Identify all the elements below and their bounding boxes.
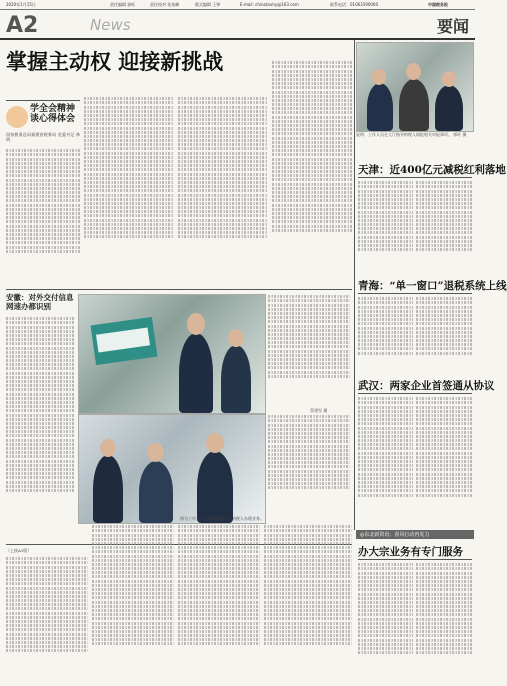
layout-credit: 版式编辑 王钟 (195, 2, 221, 7)
right-story2-col2 (416, 296, 472, 374)
continued-marker: （上接A1版） (6, 548, 32, 553)
lower-photo-side-text (268, 414, 350, 522)
proofreader-credit: 责任校对 张家峰 (150, 2, 180, 7)
right-story1-col1 (358, 180, 413, 274)
page-number: A2 (6, 13, 39, 38)
bottom-col2 (92, 524, 174, 682)
story2-headline: 安徽：对外交付信息 网速办都识别 (6, 293, 74, 311)
section-name: News (90, 16, 131, 34)
lead-body-col2 (84, 96, 174, 286)
right-story3-col1 (358, 396, 413, 526)
right-story3-col2 (416, 396, 472, 526)
lead-body-col3 (178, 96, 268, 286)
right-story1-col2 (416, 180, 472, 274)
top-right-photo (356, 42, 474, 132)
email: E-mail: chinataxhy@163.com (240, 2, 299, 7)
story2-body (6, 316, 74, 546)
kicker-badge-icon (6, 106, 28, 128)
special-section-bar (356, 530, 474, 539)
photo-side-text (268, 294, 350, 412)
lower-photo (78, 414, 266, 524)
bottom-col4 (264, 524, 352, 682)
editor-credit: 责任编辑 郭旺 (110, 2, 136, 7)
right-story4-col2 (416, 562, 472, 682)
issue-date: 2020年1月15日 (6, 2, 36, 7)
bottom-col1 (6, 556, 88, 682)
lead-headline: 掌握主动权 迎接新挑战 (6, 49, 224, 74)
right-headline-2: 青海：“单一窗口”退税系统上线 (358, 280, 507, 292)
column-divider (354, 40, 355, 530)
middle-photo (78, 294, 266, 414)
section-title: 要闻 (436, 17, 469, 36)
lead-byline: 国家税务总局福建省税务局 党委书记 林明 (6, 132, 80, 143)
kicker-text: 学全会精神 谈心得体会 (30, 104, 76, 124)
divider (6, 289, 352, 290)
right-story2-col1 (358, 296, 413, 374)
divider (358, 393, 472, 394)
photo-credit: 蔡建军 摄 (310, 408, 328, 413)
right-headline-4: 办大宗业务有专门服务 (358, 546, 463, 558)
masthead-brand: 中国税务报 (428, 2, 448, 7)
lead-body-col1 (6, 148, 80, 288)
divider (358, 293, 472, 294)
right-headline-3: 武汉：两家企业首签通从协议 (358, 380, 495, 392)
divider (6, 100, 80, 101)
right-story4-col1 (358, 562, 413, 682)
divider (358, 177, 472, 178)
page-header (0, 9, 475, 40)
special-section-title: ◎东北新资讯：春风行动再发力 (360, 532, 430, 538)
phone: 联系电话：01063590000 (330, 2, 378, 7)
lead-body-col4 (272, 60, 352, 286)
photo-caption: 图为工作人员在办税服务厅为纳税人办理业务。 (180, 516, 264, 521)
top-photo-caption: 说明：工作人员在大厅指导纳税人填报相关申报事项。 郭旺 摄 (356, 132, 467, 137)
right-headline-1: 天津：近400亿元减税红利落地 (358, 164, 506, 176)
divider (358, 559, 472, 560)
bottom-col3 (178, 524, 260, 682)
top-bar (0, 0, 475, 9)
